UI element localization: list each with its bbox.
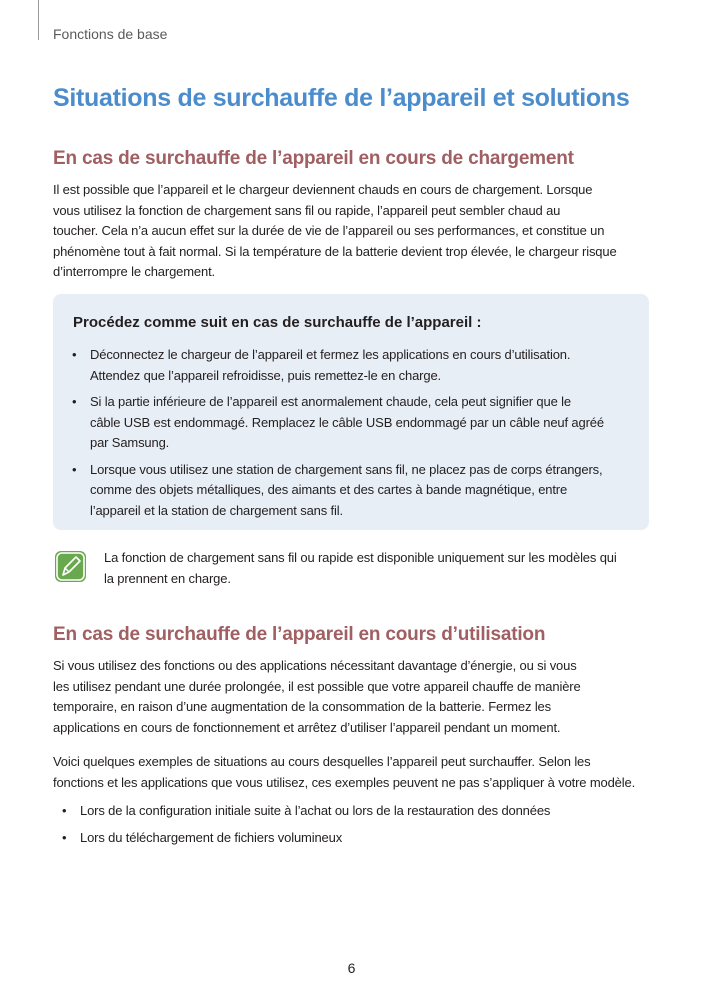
list-item-line: Si la partie inférieure de l’appareil est anormalement chaude, cela peut signifier que le bbox=[90, 394, 571, 409]
paragraph-line: phénomène tout à fait normal. Si la température de la batterie devient trop élevée, le chargeur risque bbox=[53, 243, 617, 259]
examples-list bbox=[62, 801, 551, 854]
bullet-icon: • bbox=[72, 461, 77, 477]
list-item-line: Attendez que l’appareil refroidisse, puis remettez-le en charge. bbox=[90, 367, 441, 383]
note-line: la prennent en charge. bbox=[104, 570, 231, 586]
header-rule bbox=[38, 0, 39, 40]
usage-paragraph bbox=[53, 656, 653, 738]
bullet-icon: • bbox=[62, 829, 67, 845]
list-item-line: comme des objets métalliques, des aimants et des cartes à bande magnétique, entre bbox=[90, 482, 568, 497]
paragraph-line: fonctions et les applications que vous utilisez, ces exemples peuvent ne pas s’appliquer à votre modèle. bbox=[53, 774, 636, 790]
note-pencil-icon bbox=[55, 551, 86, 582]
steps-list bbox=[72, 345, 604, 527]
bullet-icon: • bbox=[72, 347, 77, 362]
paragraph-line: les utilisez pendant une durée prolongée, il est possible que votre appareil chauffe de manière bbox=[53, 678, 581, 694]
page-number: 6 bbox=[347, 960, 356, 976]
overheating-steps-box bbox=[53, 294, 649, 530]
paragraph-line: vous utilisez la fonction de chargement sans fil ou rapide, l’appareil peut sembler chaud au bbox=[53, 202, 561, 218]
list-item-line: Déconnectez le chargeur de l’appareil et fermez les applications en cours d’utilisation. bbox=[90, 347, 571, 362]
list-item bbox=[62, 828, 550, 849]
section-heading-usage: En cas de surchauffe de l’appareil en cours d’utilisation bbox=[53, 624, 546, 645]
list-item-line: l’appareil et la station de chargement sans fil. bbox=[90, 502, 343, 518]
paragraph-line: Si vous utilisez des fonctions ou des applications nécessitant davantage d’énergie, ou si vous bbox=[53, 658, 577, 673]
list-item-line: Lors du téléchargement de fichiers volumineux bbox=[80, 829, 343, 845]
examples-paragraph bbox=[53, 752, 653, 793]
paragraph-line: temporaire, en raison d’une augmentation de la consommation de la batterie. Fermez les bbox=[53, 699, 551, 714]
paragraph-line: toucher. Cela n’a aucun effet sur la durée de vie de l’appareil ou ses performances, et constitue un bbox=[53, 223, 605, 238]
bullet-icon: • bbox=[72, 394, 77, 409]
section-heading-charging: En cas de surchauffe de l’appareil en cours de chargement bbox=[53, 148, 574, 169]
list-item bbox=[72, 392, 604, 454]
running-header: Fonctions de base bbox=[53, 26, 168, 42]
list-item-line: câble USB est endommagé. Remplacez le câble USB endommagé par un câble neuf agréé bbox=[90, 414, 604, 430]
page-title: Situations de surchauffe de l’appareil et solutions bbox=[53, 84, 630, 112]
list-item-line: Lors de la configuration initiale suite à l’achat ou lors de la restauration des données bbox=[80, 803, 551, 818]
list-item-line: Lorsque vous utilisez une station de chargement sans fil, ne placez pas de corps étrangers, bbox=[90, 461, 603, 477]
note-line: La fonction de chargement sans fil ou rapide est disponible uniquement sur les modèles qui bbox=[104, 550, 617, 565]
paragraph-line: Il est possible que l’appareil et le chargeur deviennent chauds en cours de chargement. Lorsque bbox=[53, 182, 593, 197]
bullet-icon: • bbox=[62, 803, 67, 818]
list-item-line: par Samsung. bbox=[90, 435, 170, 450]
paragraph-line: d’interrompre le chargement. bbox=[53, 264, 215, 279]
note-text bbox=[104, 548, 664, 589]
paragraph-line: Voici quelques exemples de situations au cours desquelles l’appareil peut surchauffer. Selon les bbox=[53, 754, 591, 769]
charging-paragraph bbox=[53, 180, 653, 283]
box-title: Procédez comme suit en cas de surchauffe de l’appareil : bbox=[73, 314, 482, 331]
list-item bbox=[72, 345, 604, 386]
list-item bbox=[62, 801, 551, 822]
paragraph-line: applications en cours de fonctionnement et arrêtez d’utiliser l’appareil pendant un moment. bbox=[53, 719, 561, 735]
list-item bbox=[72, 460, 604, 522]
